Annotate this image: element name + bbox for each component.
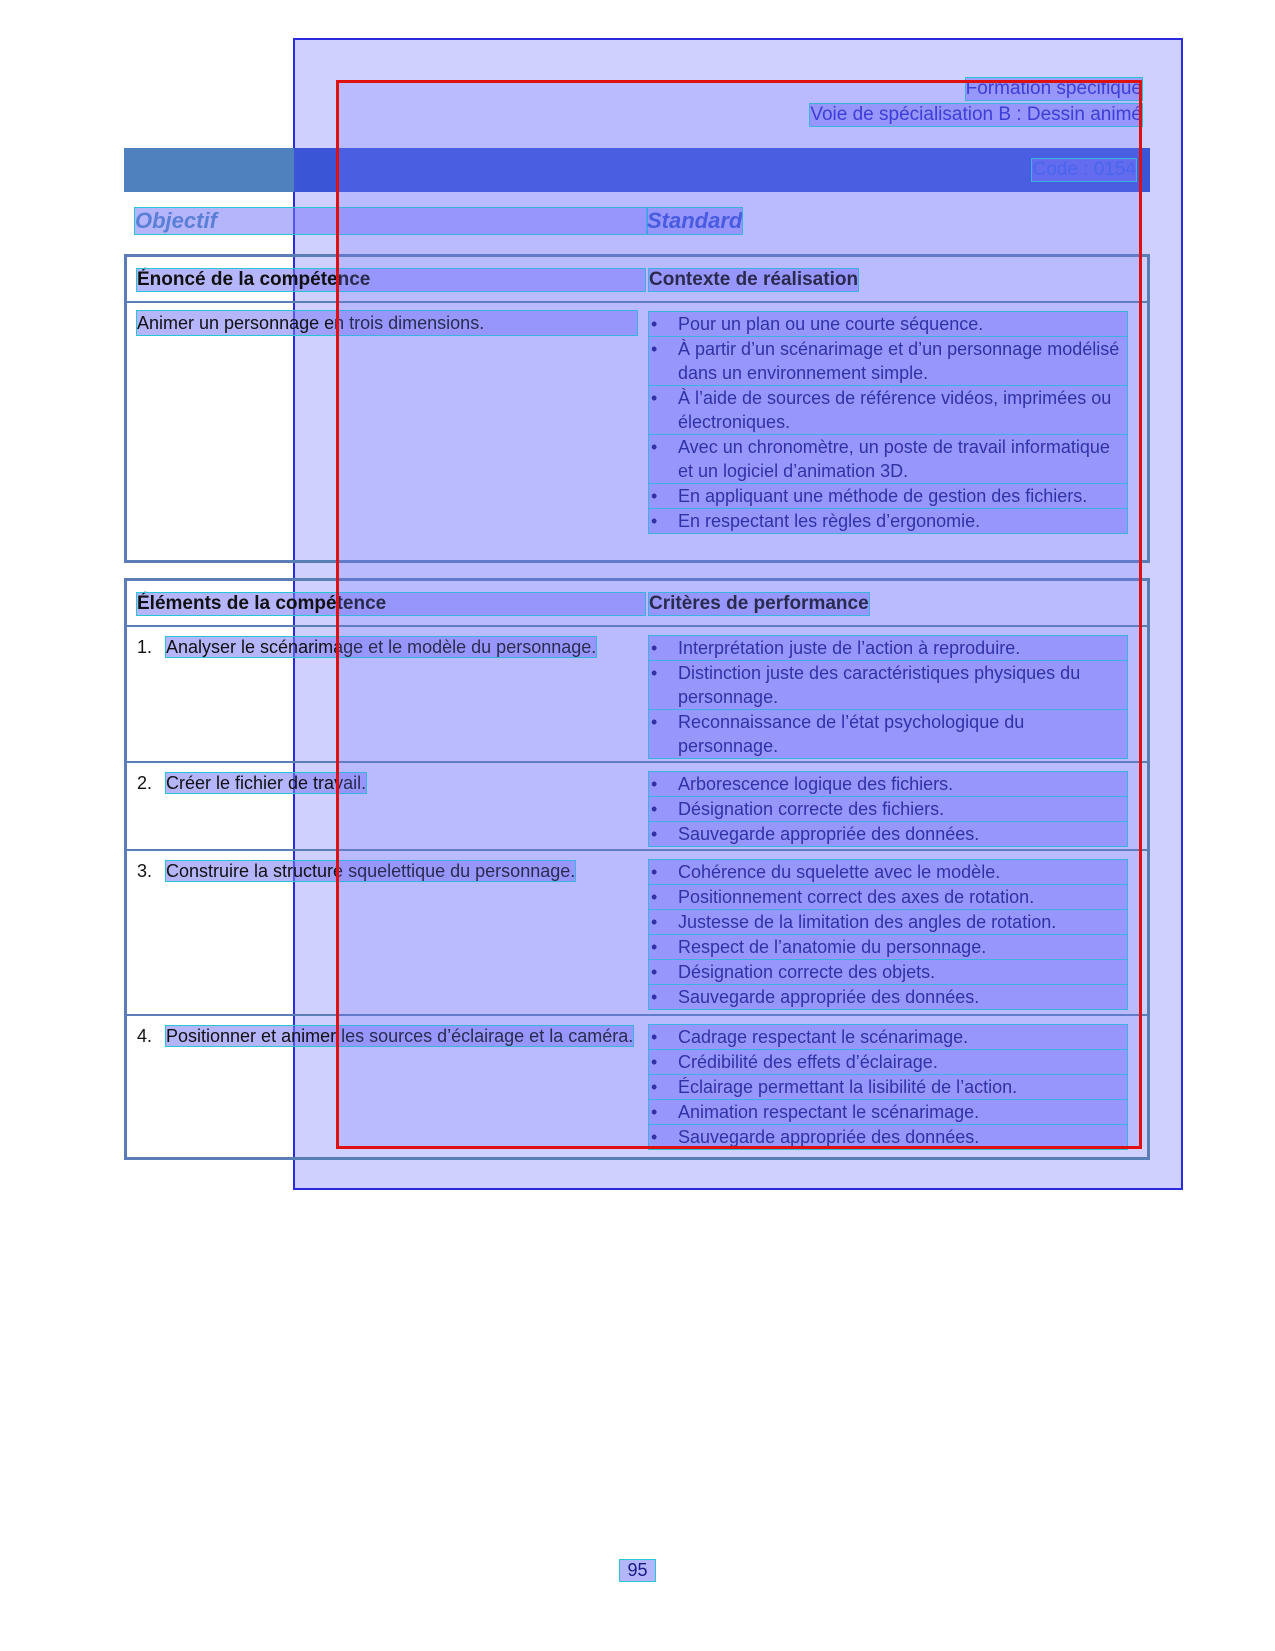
criteria-item: • Cohérence du squelette avec le modèle. xyxy=(649,860,1127,884)
standard-label: Standard xyxy=(647,208,743,233)
criteria-item: • Distinction juste des caractéristiques physiques du personnage. xyxy=(649,661,1127,709)
criteria-item: • Désignation correcte des fichiers. xyxy=(649,797,1127,821)
selection-box xyxy=(336,80,1142,1149)
page-number: 95 xyxy=(620,1560,655,1581)
program-title: Formation spécifique xyxy=(965,78,1142,99)
context-item: • À l’aide de sources de référence vidéos, imprimées ou électroniques. xyxy=(649,386,1127,434)
criteria-item: • Désignation correcte des objets. xyxy=(649,960,1127,984)
element-number: 1. xyxy=(137,637,153,657)
element-description: Analyser le scénarimage et le modèle du personnage. xyxy=(166,637,597,657)
criteria-item: • Justesse de la limitation des angles de rotation. xyxy=(649,910,1127,934)
context-item: • Pour un plan ou une courte séquence. xyxy=(649,312,1127,336)
criteres-heading: Critères de performance xyxy=(649,593,869,614)
context-item: • En respectant les règles d’ergonomie. xyxy=(649,509,1127,533)
contexte-heading: Contexte de réalisation xyxy=(649,269,859,290)
criteria-item: • Sauvegarde appropriée des données. xyxy=(649,822,1127,846)
criteria-item: • Éclairage permettant la lisibilité de l’action. xyxy=(649,1075,1127,1099)
elements-heading: Éléments de la compétence xyxy=(137,593,645,615)
element-description: Construire la structure squelettique du personnage. xyxy=(166,861,576,881)
context-item: • Avec un chronomètre, un poste de travail informatique et un logiciel d’animation 3D. xyxy=(649,435,1127,483)
criteria-item: • Interprétation juste de l’action à reproduire. xyxy=(649,636,1127,660)
competency-code: Code : 0154 xyxy=(1032,159,1136,180)
objectif-label: Objectif xyxy=(135,208,647,234)
enonce-heading: Énoncé de la compétence xyxy=(137,269,645,291)
criteria-item: • Reconnaissance de l’état psychologique du personnage. xyxy=(649,710,1127,758)
criteria-item: • Sauvegarde appropriée des données. xyxy=(649,985,1127,1009)
context-item: • À partir d’un scénarimage et d’un personnage modélisé dans un environnement simple. xyxy=(649,337,1127,385)
criteria-item: • Animation respectant le scénarimage. xyxy=(649,1100,1127,1124)
criteria-item: • Sauvegarde appropriée des données. xyxy=(649,1125,1127,1149)
specialization-title: Voie de spécialisation B : Dessin animé xyxy=(810,104,1142,125)
context-item: • En appliquant une méthode de gestion des fichiers. xyxy=(649,484,1127,508)
criteria-item: • Crédibilité des effets d’éclairage. xyxy=(649,1050,1127,1074)
element-number: 3. xyxy=(137,861,153,881)
criteria-item: • Cadrage respectant le scénarimage. xyxy=(649,1025,1127,1049)
competency-statement: Animer un personnage en trois dimensions. xyxy=(137,311,637,335)
criteria-item: • Arborescence logique des fichiers. xyxy=(649,772,1127,796)
element-description: Créer le fichier de travail. xyxy=(166,773,367,793)
element-number: 4. xyxy=(137,1026,153,1046)
criteria-item: • Respect de l’anatomie du personnage. xyxy=(649,935,1127,959)
element-description: Positionner et animer les sources d’éclairage et la caméra. xyxy=(166,1026,634,1046)
criteria-item: • Positionnement correct des axes de rotation. xyxy=(649,885,1127,909)
element-number: 2. xyxy=(137,773,153,793)
